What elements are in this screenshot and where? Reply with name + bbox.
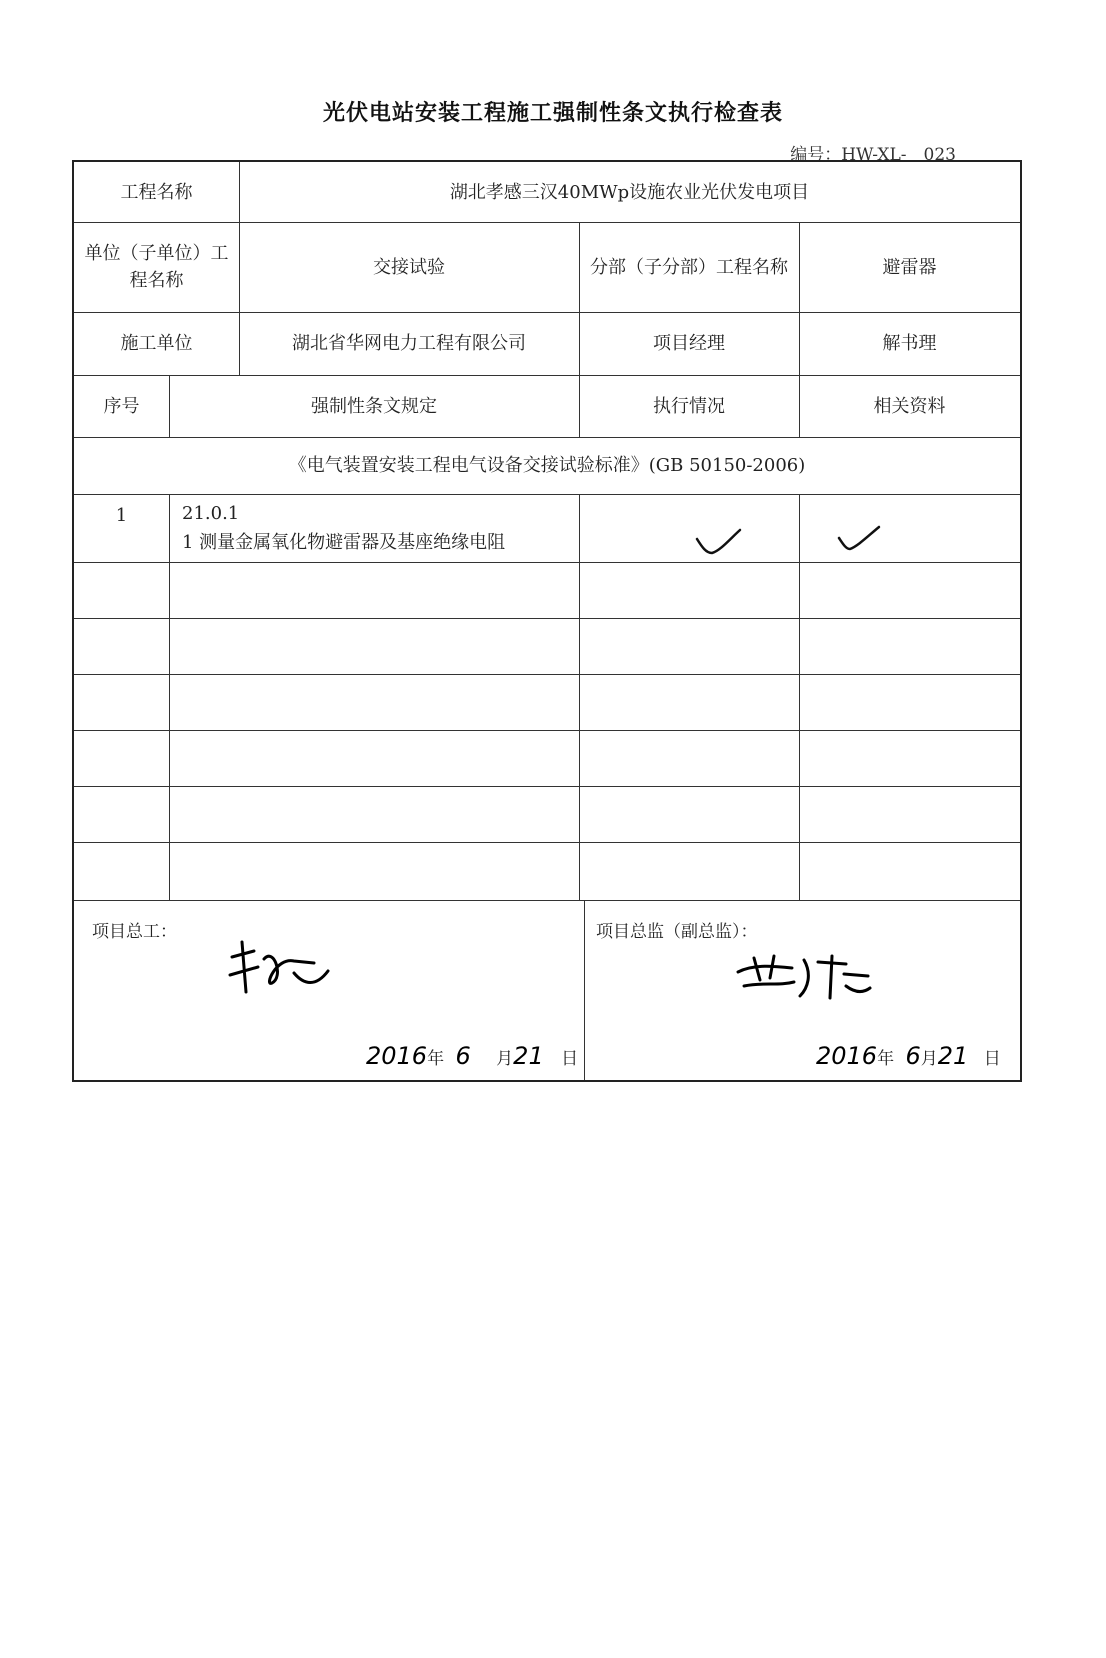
row-divider	[74, 900, 1020, 901]
column-divider	[799, 494, 800, 900]
chief-engineer-date-day: 21	[513, 1042, 544, 1070]
row-divider	[74, 730, 1020, 731]
row-divider	[74, 842, 1020, 843]
chief-engineer-date-year-unit: 年	[427, 1049, 445, 1069]
chief-engineer-date-month: 6	[455, 1042, 471, 1070]
execution-check-mark	[694, 527, 744, 557]
supervisor-date-year: 2016	[816, 1042, 878, 1070]
inspection-form	[72, 160, 1022, 1082]
row-divider	[74, 618, 1020, 619]
supervisor-label: 项目总监（副总监）：	[596, 922, 758, 942]
chief-engineer-date-day-unit: 日	[561, 1049, 579, 1069]
column-divider	[169, 494, 170, 900]
row-number: 1	[115, 505, 128, 526]
row-divider	[74, 494, 1020, 495]
supervisor-signature	[734, 952, 874, 1002]
unit-value: 交接试验	[373, 256, 445, 278]
division-label: 分部（子分部）工程名称	[590, 256, 788, 278]
project-manager-label: 项目经理	[653, 333, 725, 354]
column-header-execution: 执行情况	[653, 395, 725, 417]
column-divider	[584, 900, 585, 1080]
contractor-label: 施工单位	[120, 333, 193, 354]
supervisor-date	[816, 1042, 1001, 1070]
contractor-value: 湖北省华网电力工程有限公司	[292, 333, 526, 354]
document-number: 编号：HW-XL- 023	[790, 145, 956, 165]
supervisor-date-month: 6	[905, 1042, 921, 1070]
chief-engineer-date	[366, 1042, 578, 1070]
unit-label: 单位（子单位）工程名称	[84, 243, 229, 291]
page-title: 光伏电站安装工程施工强制性条文执行检查表	[322, 101, 783, 126]
supervisor-date-year-unit: 年	[877, 1049, 895, 1069]
clause-number: 21.0.1	[182, 502, 240, 524]
chief-engineer-signature	[224, 937, 334, 997]
clause-text: 1 测量金属氧化物避雷器及基座绝缘电阻	[182, 531, 506, 553]
chief-engineer-date-year: 2016	[366, 1042, 428, 1070]
project-name-label: 工程名称	[120, 181, 193, 203]
chief-engineer-date-month-unit: 月	[496, 1049, 514, 1069]
supervisor-date-day: 21	[937, 1042, 969, 1070]
row-divider	[74, 674, 1020, 675]
row-divider	[74, 562, 1020, 563]
standard-reference: 《电气装置安装工程电气设备交接试验标准》(GB 50150-2006)	[288, 455, 806, 476]
documents-check-mark	[836, 524, 882, 554]
supervisor-date-month-unit: 月	[920, 1049, 938, 1069]
column-header-no: 序号	[103, 395, 140, 417]
row-divider	[74, 786, 1020, 787]
column-header-clause: 强制性条文规定	[311, 395, 437, 417]
division-value: 避雷器	[882, 256, 937, 278]
project-name-value: 湖北孝感三汉40MWp设施农业光伏发电项目	[449, 181, 810, 203]
column-header-documents: 相关资料	[873, 395, 946, 417]
project-manager-value: 解书理	[882, 333, 937, 354]
chief-engineer-label: 项目总工：	[92, 922, 177, 942]
supervisor-date-day-unit: 日	[983, 1049, 1001, 1069]
column-divider	[579, 494, 580, 900]
